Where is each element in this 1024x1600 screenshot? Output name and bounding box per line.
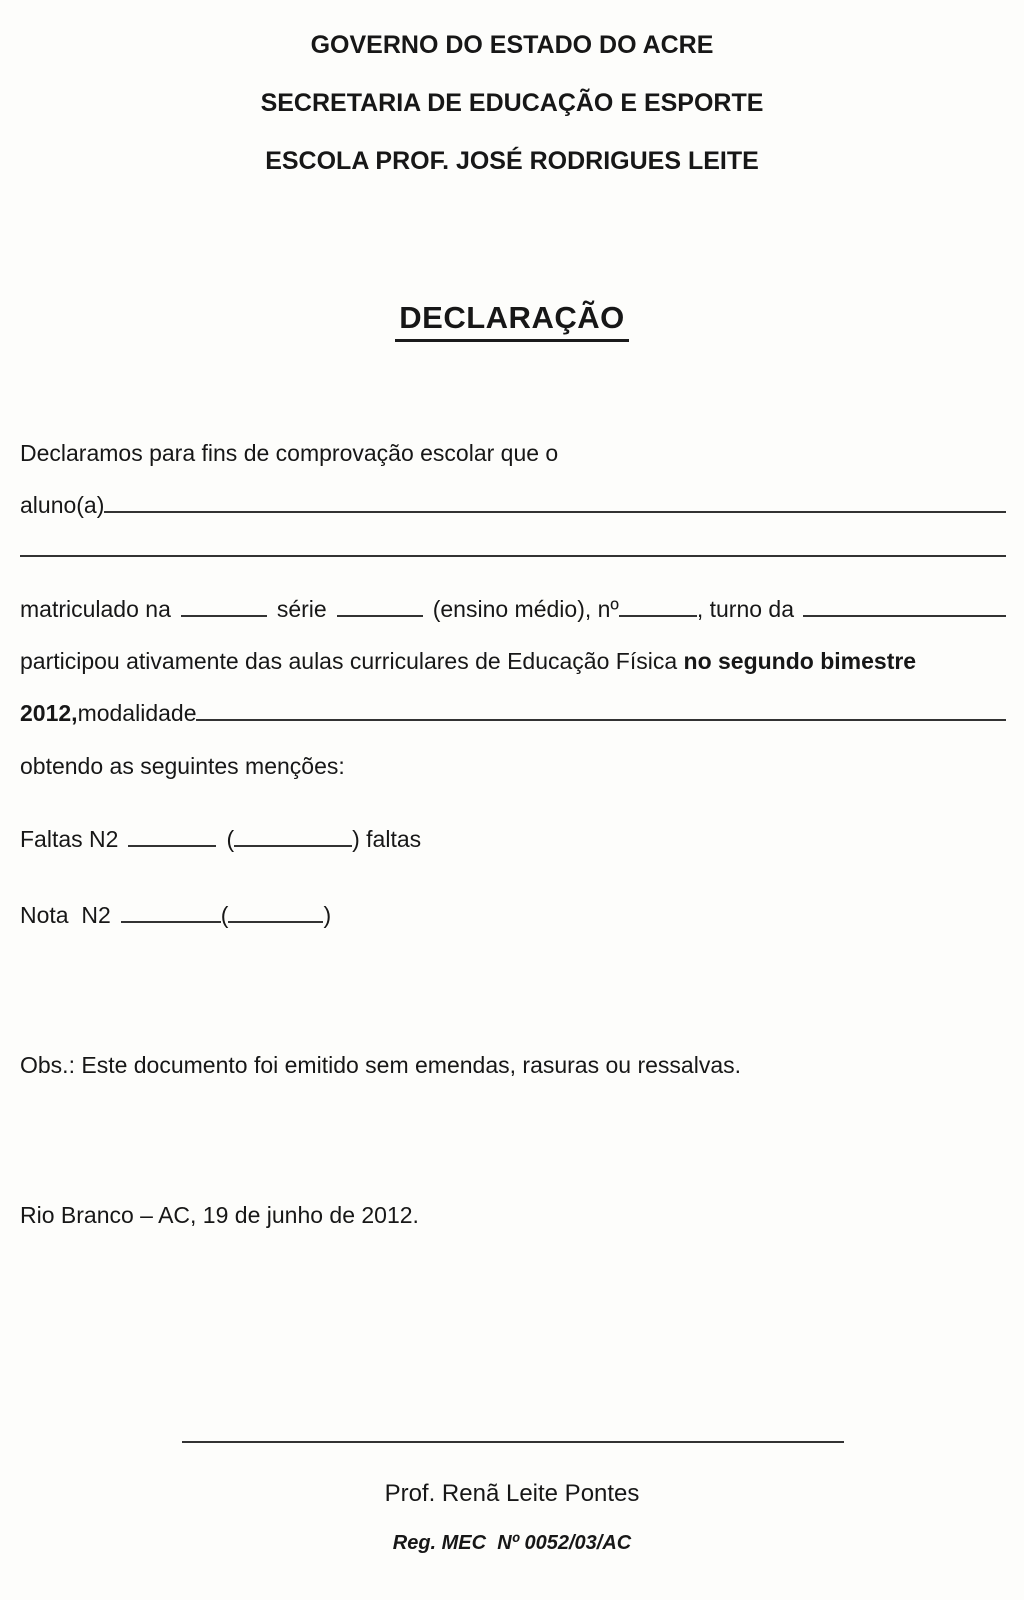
student-line-continuation [20, 540, 1006, 557]
blank-grade-value [121, 906, 221, 923]
observation-line [20, 1052, 1006, 1079]
observation-text: Obs.: Este documento foi emitido sem emendas, rasuras ou ressalvas. [20, 1052, 741, 1078]
grade-line [20, 902, 1006, 929]
absences-label: Faltas N2 [20, 826, 119, 852]
blank-grade-number [181, 600, 267, 617]
blank-class [337, 600, 423, 617]
enrollment-line [20, 596, 1006, 623]
blank-student-name [104, 496, 1006, 513]
participation-text: participou ativamente das aulas curriculares de Educação Física [20, 648, 684, 674]
header-secretary: SECRETARIA DE EDUCAÇÃO E ESPORTE [260, 89, 764, 117]
grade-n2-label: Nota N2 [20, 902, 111, 928]
blank-absences-number [128, 830, 216, 847]
date-line [20, 1202, 1006, 1229]
date-text: Rio Branco – AC, 19 de junho de 2012. [20, 1202, 419, 1228]
student-line [20, 492, 1006, 519]
signature-line [182, 1434, 844, 1443]
absences-paren-open: ( [226, 826, 235, 852]
grade-label: série [276, 596, 327, 622]
document-header [0, 16, 1024, 190]
mentions-line [20, 753, 1006, 780]
enrolled-label: matriculado na [20, 596, 171, 622]
participation-line [20, 648, 1006, 675]
blank-absences-written [234, 830, 352, 847]
year-text: 2012, [20, 700, 78, 726]
intro-text: Declaramos para fins de comprovação escolar que o [20, 440, 559, 466]
blank-student-name-continued [20, 540, 1006, 557]
document-title: DECLARAÇÃO [395, 300, 628, 342]
grade-paren-close: ) [323, 902, 332, 928]
blank-shift [803, 600, 1006, 617]
modality-line [20, 700, 1006, 727]
mentions-text: obtendo as seguintes menções: [20, 753, 345, 779]
blank-grade-written [228, 906, 323, 923]
absences-close-text: ) faltas [352, 826, 422, 852]
blank-modality [196, 704, 1006, 721]
level-label: (ensino médio), nº [432, 596, 619, 622]
header-government: GOVERNO DO ESTADO DO ACRE [310, 31, 714, 59]
title-block [0, 300, 1024, 342]
shift-label: , turno da [696, 596, 795, 622]
grade-paren-open: ( [220, 902, 229, 928]
absences-line [20, 826, 1006, 853]
participation-bold-text: no segundo bimestre [683, 648, 917, 674]
header-school: ESCOLA PROF. JOSÉ RODRIGUES LEITE [265, 147, 759, 175]
signature-registration: Reg. MEC Nº 0052/03/AC [392, 1532, 632, 1554]
student-label: aluno(a) [20, 492, 105, 518]
blank-student-number [619, 600, 697, 617]
modality-label: modalidade [77, 700, 197, 726]
signature-name: Prof. Renã Leite Pontes [384, 1480, 640, 1507]
intro-line [20, 440, 1006, 467]
